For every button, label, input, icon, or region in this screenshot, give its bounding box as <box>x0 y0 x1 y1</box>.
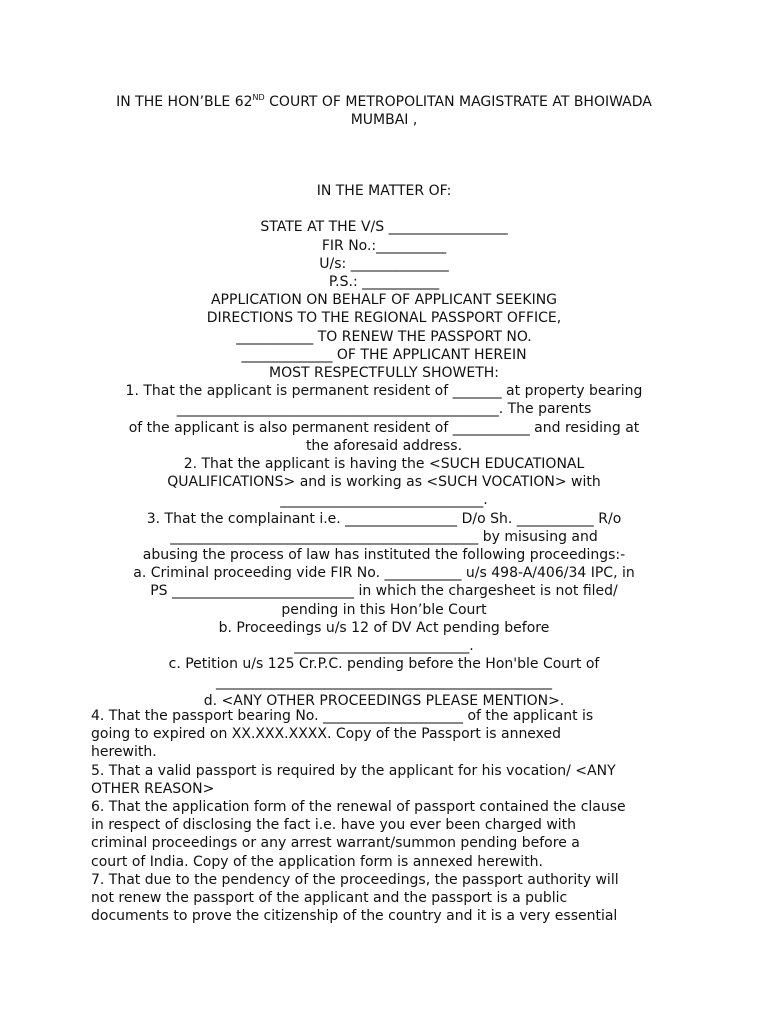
document-line: court of India. Copy of the application form is annexed herewith. <box>91 853 543 870</box>
document-line: not renew the passport of the applicant and the passport is a public <box>91 890 568 907</box>
document-line: going to expired on XX.XXX.XXXX. Copy of the Passport is annexed <box>91 726 562 743</box>
document-line: P.S.: ___________ <box>328 274 440 290</box>
document-line: ______________________________________________. The parents <box>176 401 592 418</box>
document-line <box>80 200 688 218</box>
document-line: documents to prove the citizenship of the country and it is a very essential <box>91 908 618 925</box>
document-line: in respect of disclosing the fact i.e. have you ever been charged with <box>91 817 577 834</box>
court-heading-line2: MUMBAI , <box>350 112 418 129</box>
document-line: QUALIFICATIONS> and is working as <SUCH VOCATION> with <box>167 474 601 491</box>
document-line: herewith. <box>91 744 157 761</box>
matter-and-grounds <box>80 182 688 710</box>
document-line: PS __________________________ in which the chargesheet is not filed/ <box>150 583 618 600</box>
document-line: pending in this Hon’ble Court <box>281 601 487 618</box>
document-line: STATE AT THE V/S _________________ <box>260 219 508 236</box>
document-line: _____________________________. <box>280 492 488 509</box>
document-line: c. Petition u/s 125 Cr.P.C. pending before the Hon'ble Court of <box>168 656 600 673</box>
document-line: d. <ANY OTHER PROCEEDINGS PLEASE MENTION>. <box>203 692 565 709</box>
document-line: 7. That due to the pendency of the proceedings, the passport authority will <box>91 871 619 888</box>
document-line: 1. That the applicant is permanent resident of _______ at property bearing <box>125 383 643 400</box>
document-line: APPLICATION ON BEHALF OF APPLICANT SEEKING <box>210 292 558 309</box>
document-line: 3. That the complainant i.e. ________________ D/o Sh. ___________ R/o <box>146 510 622 527</box>
document-line: U/s: ______________ <box>319 255 449 272</box>
court-heading <box>80 93 688 129</box>
document-line: 4. That the passport bearing No. ____________________ of the applicant is <box>91 708 594 724</box>
document-line: DIRECTIONS TO THE REGIONAL PASSPORT OFFICE, <box>206 310 562 327</box>
document-line: b. Proceedings u/s 12 of DV Act pending before <box>218 619 550 636</box>
document-line: _____________ OF THE APPLICANT HEREIN <box>241 346 527 363</box>
document-line: FIR No.:__________ <box>321 237 447 254</box>
document-line: 5. That a valid passport is required by the applicant for his vocation/ <ANY <box>91 762 616 779</box>
further-grounds <box>91 707 691 925</box>
document-line: abusing the process of law has instituted the following proceedings:- <box>142 547 626 564</box>
document-line: a. Criminal proceeding vide FIR No. ___________ u/s 498-A/406/34 IPC, in <box>133 565 635 582</box>
document-line: ________________________________________________ <box>216 674 552 691</box>
document-line: _________________________. <box>294 638 474 655</box>
document-line: 2. That the applicant is having the <SUCH EDUCATIONAL <box>183 456 585 473</box>
document-line: the aforesaid address. <box>305 437 463 454</box>
document-line: criminal proceedings or any arrest warrant/summon pending before a <box>91 835 580 852</box>
document-line: OTHER REASON> <box>91 780 215 797</box>
court-heading-line1: IN THE HON’BLE 62ND COURT OF METROPOLITAN MAGISTRATE AT BHOIWADA <box>116 93 652 110</box>
document-line: MOST RESPECTFULLY SHOWETH: <box>268 365 500 382</box>
document-line: 6. That the application form of the renewal of passport contained the clause <box>91 799 626 816</box>
document-line: of the applicant is also permanent resident of ___________ and residing at <box>128 419 640 436</box>
document-line: ____________________________________________ by misusing and <box>170 528 598 545</box>
document-line: IN THE MATTER OF: <box>316 183 452 199</box>
document-line: ___________ TO RENEW THE PASSPORT NO. <box>236 328 532 345</box>
